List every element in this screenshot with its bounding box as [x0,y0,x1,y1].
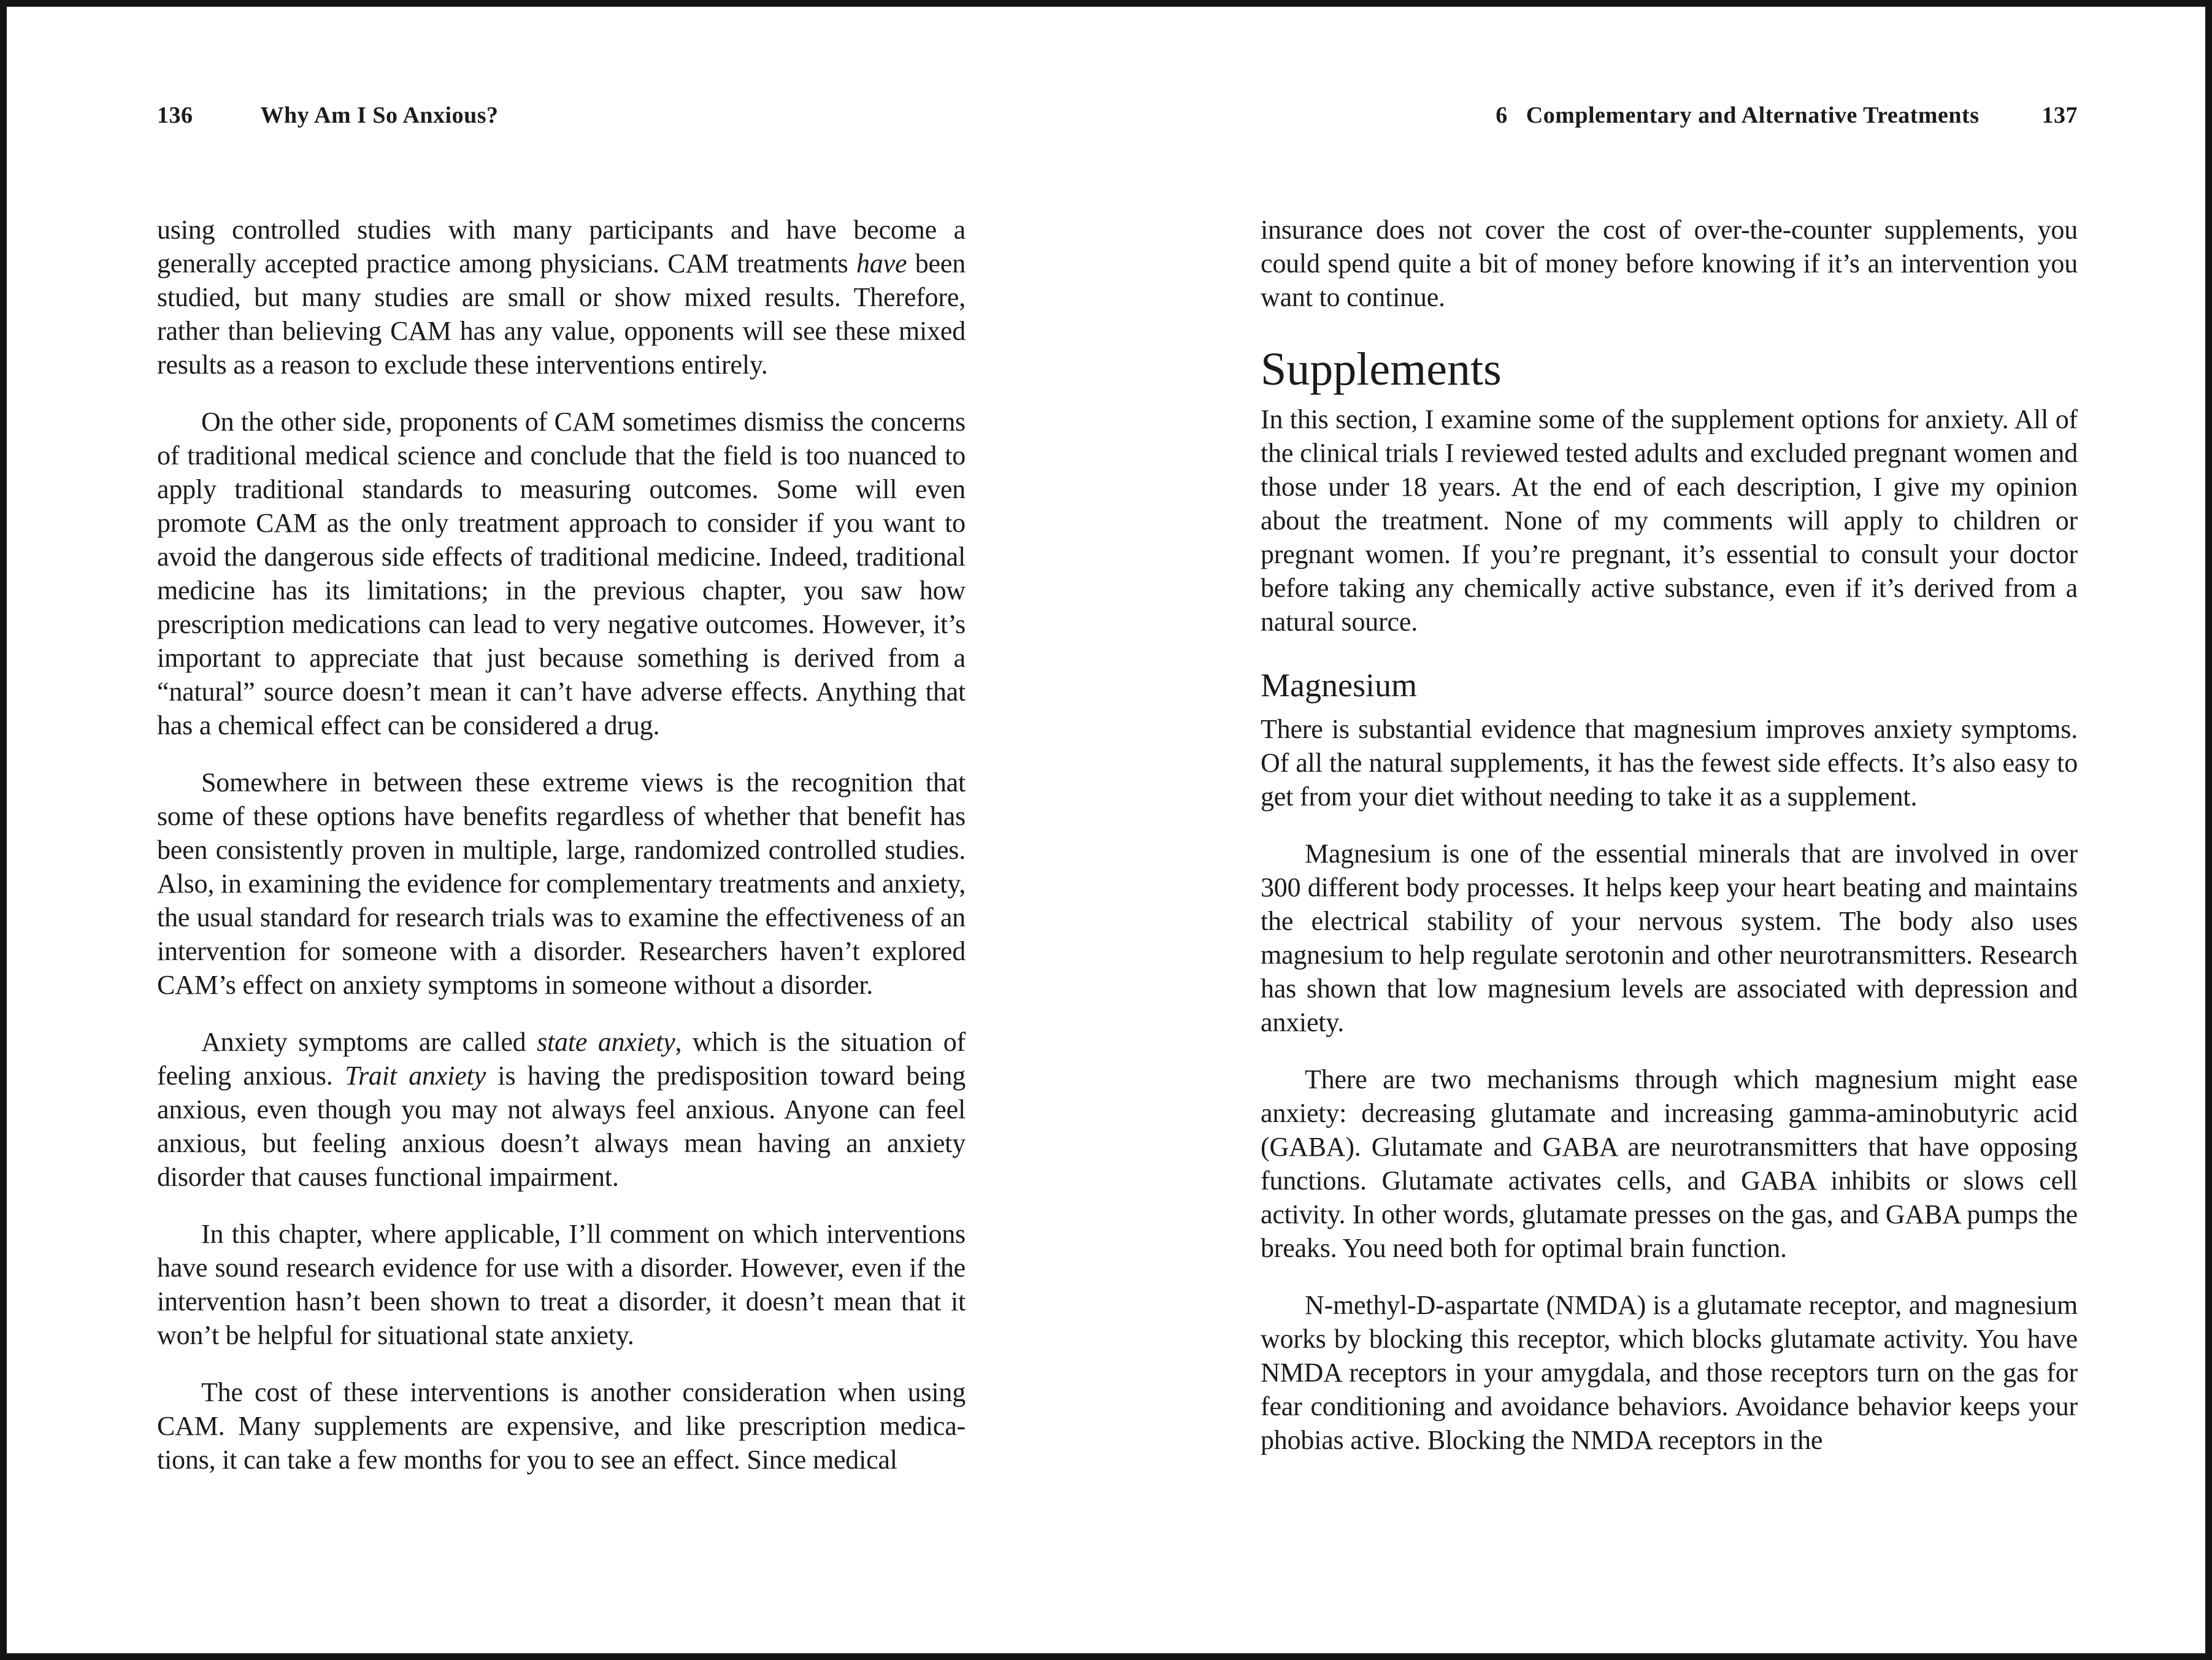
paragraph: using controlled studies with many participants and have become a generally accepted practice among physicians. CAM treatments have been studied, but many studies are small or show mixed results. Therefore, rather than believing CAM has any value, opponents will see these mixed results as a reason to exclude these interventions entirely. [157,215,966,380]
paragraph: In this section, I examine some of the supplement options for anxiety. All of the clinical trials I reviewed tested adults and excluded pregnant women and those under 18 years. At the end of each description, I give my opinion about the treatment. None of my comments will apply to children or pregnant women. If you’re pregnant, it’s essential to consult your doctor before taking any chemically active substance, even if it’s derived from a natural source. [1261,404,2078,637]
text-column-right [1261,213,2078,1480]
subsection-heading-magnesium: Magnesium [1261,667,1417,704]
running-header-right [1261,102,2078,129]
paragraph: There is substantial evidence that magnesium improves anxiety symptoms. Of all the natural supplements, it has the fewest side effects. It’s also easy to get from your diet without needing to take it as a supplement. [1261,714,2078,812]
paragraph: There are two mechanisms through which magnesium might ease anxiety: decreasing glutamate and increasing gamma-aminobutyric acid (GABA). Glutamate and GABA are neurotransmitters that have opposing functions. Glutamate activates cells, and GABA inhibits or slows cell activity. In other words, glutamate presses on the gas, and GABA pumps the breaks. You need both for optimal brain function. [1261,1064,2078,1263]
chapter-number: 6 [1496,102,1508,128]
paragraph: In this chapter, where applicable, I’ll comment on which interventions have sound research evidence for use with a disorder. However, even if the intervention hasn’t been shown to treat a disorder, it doesn’t mean that it won’t be helpful for situational state anxiety. [157,1219,966,1350]
paragraph: Anxiety symptoms are called state anxiety, which is the situation of feeling anxious. Trait anxiety is having the predisposition toward being anxious, even though you may not always feel anxious. Anyone can feel anxious, but feeling anxious doesn’t always mean having an anxiety disorder that causes functional impairment. [157,1027,966,1192]
running-header-left [157,102,499,129]
running-head-left: Why Am I So Anxious? [260,102,499,128]
text-column-left [157,213,966,1500]
page-number-left: 136 [157,102,193,128]
paragraph: N-methyl-D-aspartate (NMDA) is a glutamate receptor, and magnesium works by blocking this receptor, which blocks glutamate activity. You have NMDA receptors in your amygdala, and those receptors turn on the gas for fear conditioning and avoidance behaviors. Avoidance behavior keeps your phobias active. Blocking the NMDA receptors in the [1261,1290,2078,1455]
paragraph: On the other side, proponents of CAM sometimes dismiss the concerns of traditional medical science and conclude that the field is too nuanced to apply traditional standards to measuring outcomes. Some will even promote CAM as the only treatment approach to consider if you want to avoid the dangerous side effects of traditional medicine. Indeed, traditional medicine has its limitations; in the previous chapter, you saw how prescription medications can lead to very negative outcomes. However, it’s important to appreciate that just because something is derived from a “natural” source doesn’t mean it can’t have adverse effects. Anything that has a chemical effect can be considered a drug. [157,407,966,740]
paragraph: The cost of these interventions is another consideration when using CAM. Many supplements are expensive, and like prescription medica-tions, it can take a few months for you to see an effect. Since medical [157,1377,966,1475]
page-number-right: 137 [2041,102,2078,128]
section-heading-supplements: Supplements [1261,344,1502,395]
paragraph: Somewhere in between these extreme views is the recognition that some of these options have benefits regardless of whether that benefit has been consistently proven in multiple, large, randomized controlled studies. Also, in examining the evidence for complementary treatments and anxiety, the usual standard for research trials was to examine the effectiveness of an intervention for someone with a disorder. Researchers haven’t explored CAM’s effect on anxiety symptoms in someone without a disorder. [157,767,966,1000]
paragraph: Magnesium is one of the essential minerals that are involved in over 300 different body processes. It helps keep your heart beating and maintains the electrical stability of your nervous system. The body also uses magnesium to help regulate serotonin and other neurotransmitters. Research has shown that low magnesium levels are associated with depression and anxiety. [1261,839,2078,1037]
paragraph: insurance does not cover the cost of over-the-counter supplements, you could spend quite a bit of money before knowing if it’s an intervention you want to continue. [1261,215,2078,312]
running-head-right: Complementary and Alternative Treatments [1526,102,1980,128]
